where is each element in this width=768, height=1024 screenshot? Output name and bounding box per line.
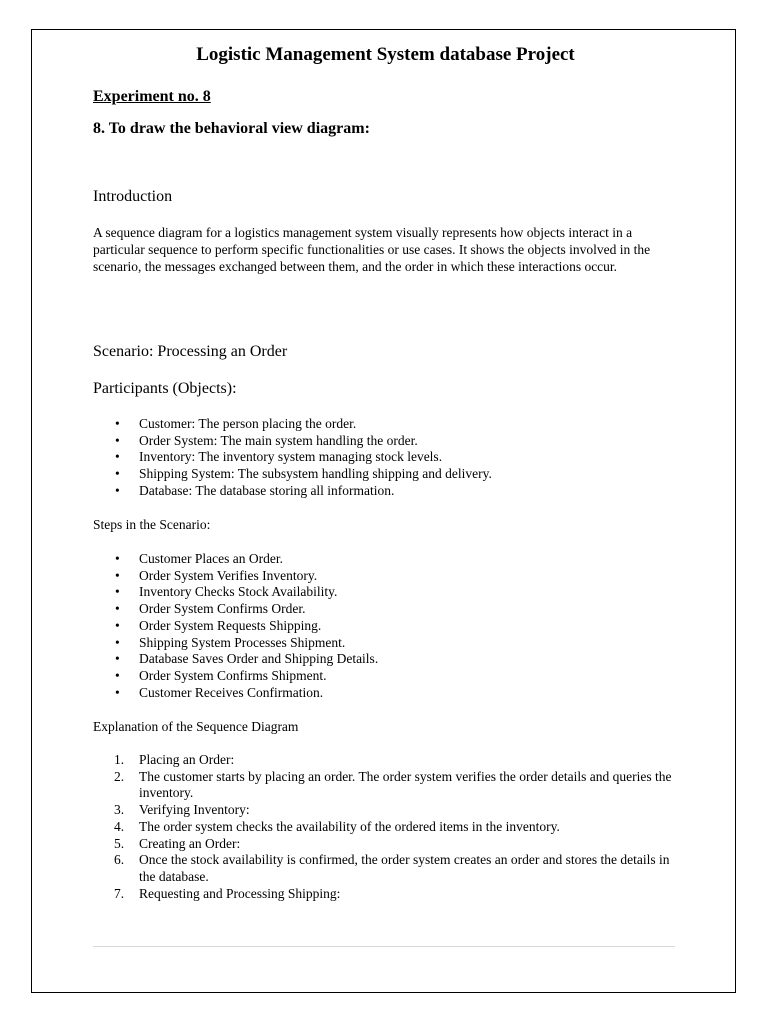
introduction-paragraph: A sequence diagram for a logistics management system visually represents how objects interact in a particular sequence to perform specific functionalities or use cases. It shows the objects involved in the scenario, the messages exchanged between them, and the order in which these interactions occur. — [93, 225, 651, 274]
list-item-text: Customer Places an Order. — [139, 551, 283, 566]
bullet-icon: • — [115, 416, 120, 431]
bullet-icon: • — [115, 466, 120, 482]
list-item-text: Order System Confirms Order. — [139, 601, 306, 617]
bullet-icon: • — [115, 667, 120, 683]
list-item — [93, 483, 678, 500]
list-item — [93, 449, 678, 466]
list-item — [93, 886, 678, 903]
list-item — [93, 618, 678, 635]
list-number: 7. — [114, 885, 125, 901]
list-item-text: Order System: The main system handling the order. — [139, 432, 418, 448]
list-item — [93, 568, 678, 585]
list-item-text: Inventory: The inventory system managing stock levels. — [139, 449, 443, 465]
list-item — [93, 635, 678, 652]
list-item-text: Once the stock availability is confirmed, the order system creates an order and stores the details in the database. — [139, 852, 670, 884]
list-item — [93, 836, 678, 853]
list-item-text: Placing an Order: — [139, 752, 235, 767]
participants-heading: Participants (Objects): — [93, 380, 237, 397]
list-item-text: Database Saves Order and Shipping Details. — [139, 651, 379, 667]
list-number: 2. — [114, 768, 125, 784]
experiment-heading: 8. To draw the behavioral view diagram: — [93, 120, 370, 137]
list-item — [93, 466, 678, 483]
list-item-text: Customer: The person placing the order. — [139, 416, 357, 431]
bullet-icon: • — [115, 432, 120, 448]
bullet-icon: • — [115, 567, 120, 583]
bullet-icon: • — [115, 551, 120, 566]
list-number: 1. — [114, 752, 125, 767]
list-item — [93, 819, 678, 836]
bullet-icon: • — [115, 634, 120, 650]
list-number: 4. — [114, 818, 125, 834]
list-item-text: Inventory Checks Stock Availability. — [139, 584, 338, 600]
explanation-heading: Explanation of the Sequence Diagram — [93, 719, 299, 734]
participants-list — [93, 416, 678, 500]
bullet-icon: • — [115, 601, 120, 617]
list-item-text: Creating an Order: — [139, 835, 241, 851]
list-item — [93, 685, 678, 702]
bullet-icon: • — [115, 684, 120, 700]
list-item-text: The order system checks the availability of the ordered items in the inventory. — [139, 818, 560, 834]
list-item-text: Verifying Inventory: — [139, 802, 250, 818]
list-item — [93, 769, 678, 802]
list-number: 6. — [114, 852, 125, 868]
list-number: 5. — [114, 835, 125, 851]
scenario-heading: Scenario: Processing an Order — [93, 343, 288, 360]
list-number: 3. — [114, 802, 125, 818]
list-item — [93, 651, 678, 668]
list-item-text: Requesting and Processing Shipping: — [139, 885, 341, 901]
list-item — [93, 551, 678, 568]
experiment-number: Experiment no. 8 — [93, 88, 211, 105]
list-item — [93, 852, 678, 885]
steps-list — [93, 551, 678, 701]
document-title: Logistic Management System database Project — [196, 44, 575, 65]
list-item — [93, 668, 678, 685]
list-item-text: Customer Receives Confirmation. — [139, 684, 324, 700]
bullet-icon: • — [115, 449, 120, 465]
list-item-text: Order System Confirms Shipment. — [139, 667, 327, 683]
bullet-icon: • — [115, 617, 120, 633]
bullet-icon: • — [115, 584, 120, 600]
list-item — [93, 416, 678, 433]
steps-heading: Steps in the Scenario: — [93, 517, 211, 532]
list-item-text: Shipping System Processes Shipment. — [139, 634, 346, 650]
list-item — [93, 802, 678, 819]
bullet-icon: • — [115, 482, 120, 498]
footer-divider — [93, 946, 675, 947]
list-item-text: Shipping System: The subsystem handling shipping and delivery. — [139, 466, 492, 482]
explanation-list — [93, 752, 678, 902]
list-item-text: Order System Verifies Inventory. — [139, 567, 318, 583]
list-item-text: Database: The database storing all information. — [139, 482, 395, 498]
list-item-text: Order System Requests Shipping. — [139, 617, 322, 633]
list-item — [93, 433, 678, 450]
introduction-heading: Introduction — [93, 188, 173, 205]
list-item — [93, 584, 678, 601]
list-item — [93, 752, 678, 769]
bullet-icon: • — [115, 651, 120, 667]
list-item-text: The customer starts by placing an order. The order system verifies the order details and queries the inventory. — [139, 768, 672, 801]
list-item — [93, 601, 678, 618]
